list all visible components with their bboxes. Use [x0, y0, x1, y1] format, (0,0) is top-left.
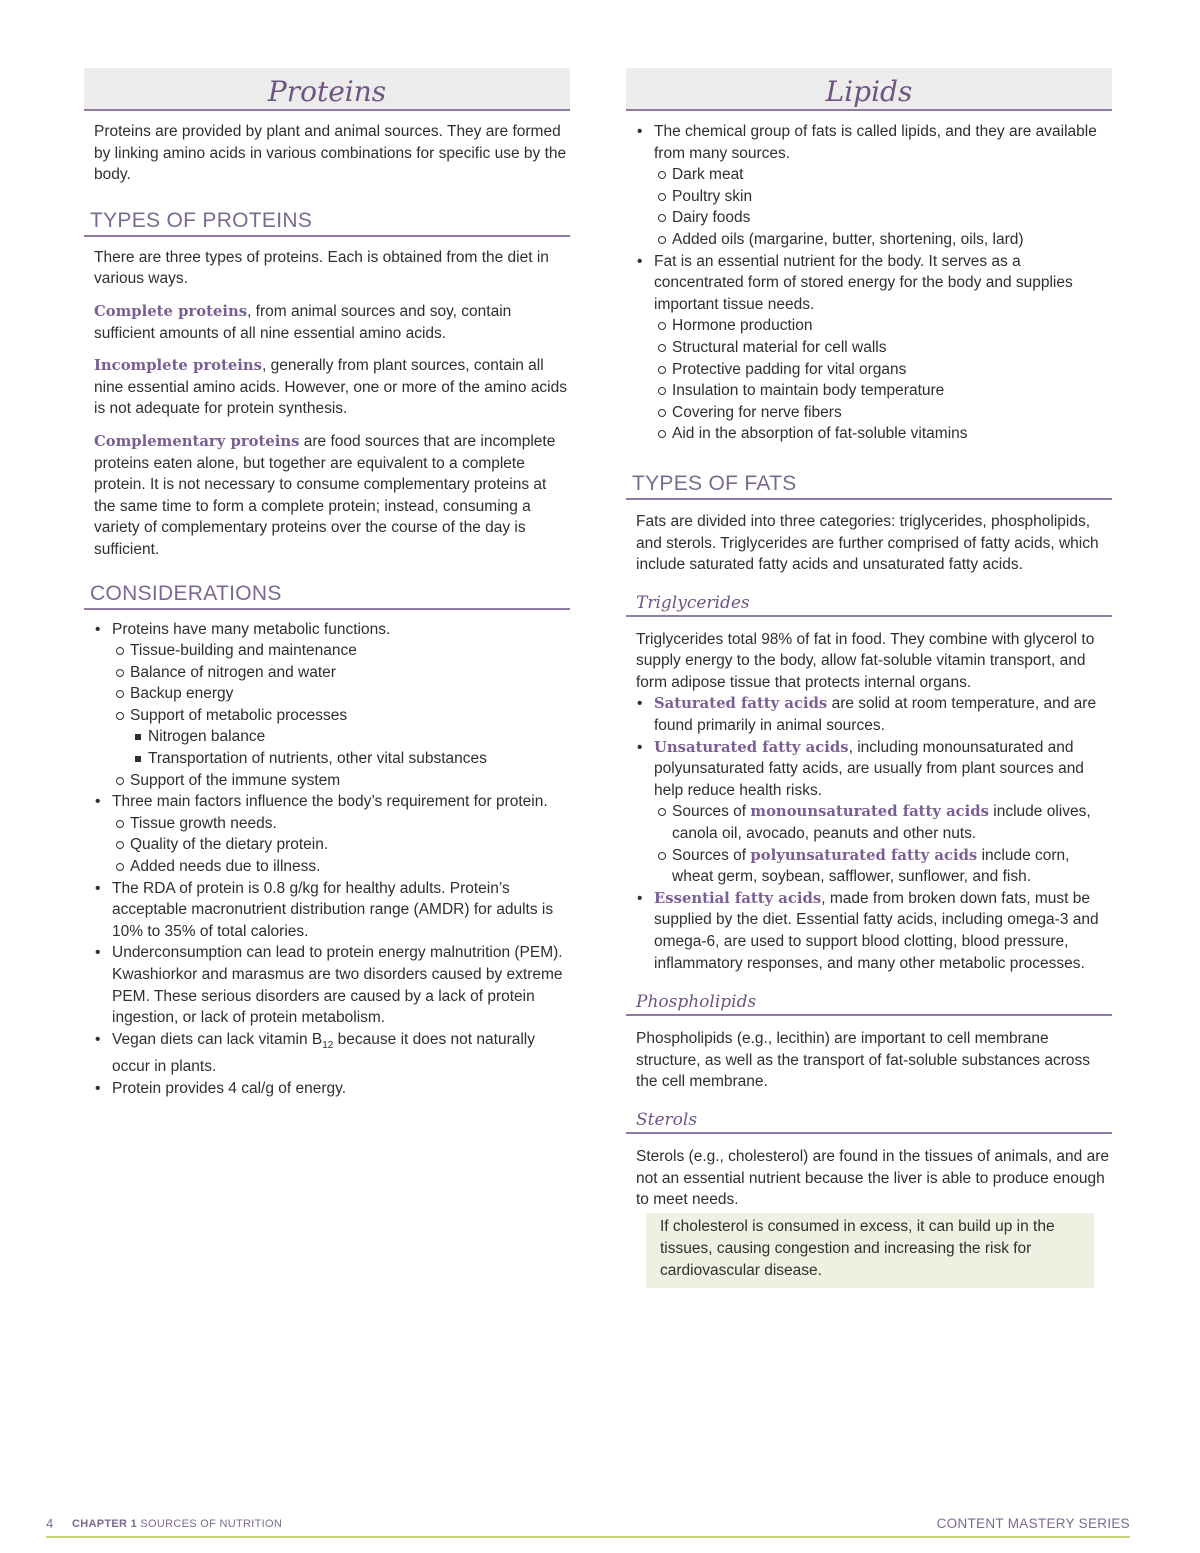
- complementary-proteins-text: are food sources that are incomplete proteins eaten alone, but together are equivalent to a complete protein. It is not necessary to consume complementary proteins at the same time to form a complete protein; instead, consuming a variety of complementary proteins over the course of the day is sufficient.: [94, 432, 556, 558]
- list-item: • Protein provides 4 cal/g of energy.: [112, 1078, 570, 1100]
- list-item: • Saturated fatty acids are solid at room temperature, and are found primarily in animal sources.: [654, 693, 1112, 736]
- list-item: • The RDA of protein is 0.8 g/kg for healthy adults. Protein’s acceptable macronutrient distribution range (AMDR) for adults is 10% to 35% of total calories.: [112, 878, 570, 943]
- incomplete-proteins-paragraph: [84, 355, 570, 420]
- list-item: Tissue-building and maintenance: [130, 640, 570, 662]
- list-item: Covering for nerve fibers: [672, 402, 1112, 424]
- phospholipids-heading: Phospholipids: [626, 991, 1112, 1016]
- proteins-title: Proteins: [267, 75, 387, 108]
- sub-list: [654, 801, 1112, 887]
- list-item: Nitrogen balance: [148, 726, 570, 748]
- lipids-column: [626, 68, 1112, 1288]
- sub-list: [112, 640, 570, 791]
- types-of-fats-intro: Fats are divided into three categories: triglycerides, phospholipids, and sterols. Triglycerides are further comprised of fatty acids, which include saturated fatty acids and unsaturated fatty acids.: [636, 512, 1099, 574]
- list-item: Sources of polyunsaturated fatty acids include corn, wheat germ, soybean, safflower, sunflower, and fish.: [672, 845, 1112, 888]
- list-item: Sources of monounsaturated fatty acids include olives, canola oil, avocado, peanuts and other nuts.: [672, 801, 1112, 844]
- complete-proteins-text: , from animal sources and soy, contain sufficient amounts of all nine essential amino acids.: [94, 302, 512, 342]
- list-item: Balance of nitrogen and water: [130, 662, 570, 684]
- series-label: CONTENT MASTERY SERIES: [936, 1516, 1130, 1531]
- phospholipids-text: Phospholipids (e.g., lecithin) are important to cell membrane structure, as well as the transport of fat-soluble substances across the cell membrane.: [636, 1030, 1091, 1091]
- list-item: Transportation of nutrients, other vital substances: [148, 748, 570, 770]
- sub-list: [654, 164, 1112, 250]
- list-item: • Underconsumption can lead to protein energy malnutrition (PEM). Kwashiorkor and marasmus are two disorders caused by extreme PEM. These serious disorders are caused by a lack of protein ingestion, or lack of protein metabolism.: [112, 942, 570, 1028]
- list-item: Tissue growth needs.: [130, 813, 570, 835]
- list-item: • Proteins have many metabolic functions. Tissue-building and maintenance Balance of nitrogen and water Backup energy Support of metabolic processes Nitrogen balance Transportation of nutrients, other vital substances Support of the immune system: [112, 619, 570, 792]
- list-item: • The chemical group of fats is called lipids, and they are available from many sources. Dark meat Poultry skin Dairy foods Added oils (margarine, butter, shortening, oils, lard): [654, 121, 1112, 251]
- complete-proteins-term: Complete proteins: [94, 302, 248, 320]
- list-item: Dark meat: [672, 164, 1112, 186]
- lipids-list: [626, 121, 1112, 445]
- list-item: Support of metabolic processes Nitrogen balance Transportation of nutrients, other vital substances: [130, 705, 570, 770]
- list-item: Added needs due to illness.: [130, 856, 570, 878]
- list-item: Hormone production: [672, 315, 1112, 337]
- fatty-acids-list: [626, 693, 1112, 974]
- list-item: Protective padding for vital organs: [672, 359, 1112, 381]
- incomplete-proteins-text: , generally from plant sources, contain all nine essential amino acids. However, one or more of the amino acids is not adequate for protein synthesis.: [94, 357, 567, 418]
- sub-sub-list: [130, 726, 570, 769]
- types-of-proteins-intro: There are three types of proteins. Each is obtained from the diet in various ways.: [94, 248, 549, 288]
- list-item: Backup energy: [130, 683, 570, 705]
- list-item: Added oils (margarine, butter, shortening, oils, lard): [672, 229, 1112, 251]
- types-of-proteins-heading: TYPES OF PROTEINS: [84, 208, 570, 237]
- triglycerides-heading: Triglycerides: [626, 592, 1112, 617]
- chapter-label: CHAPTER 1 SOURCES OF NUTRITION: [72, 1518, 283, 1530]
- sterols-heading: Sterols: [626, 1109, 1112, 1134]
- list-item: • Fat is an essential nutrient for the body. It serves as a concentrated form of stored energy for the body and supplies important tissue needs. Hormone production Structural material for cell walls Protective padding for vital organs Insulation to maintain body temperature Covering for nerve fibers Aid in the absorption of fat-soluble vitamins: [654, 251, 1112, 445]
- triglycerides-text: Triglycerides total 98% of fat in food. They combine with glycerol to supply energy to the body, allow fat-soluble vitamin transport, and form adipose tissue that protects internal organs.: [636, 630, 1095, 691]
- incomplete-proteins-term: Incomplete proteins: [94, 357, 262, 375]
- lipids-title: Lipids: [825, 75, 913, 108]
- list-item: Dairy foods: [672, 207, 1112, 229]
- considerations-heading: CONSIDERATIONS: [84, 581, 570, 610]
- sterols-text: Sterols (e.g., cholesterol) are found in the tissues of animals, and are not an essential nutrient because the liver is able to produce enough to meet needs.: [636, 1147, 1109, 1209]
- complete-proteins-paragraph: [84, 301, 570, 344]
- complementary-proteins-paragraph: [84, 431, 570, 561]
- list-item: • Vegan diets can lack vitamin $B_{12}$ because it does not naturally occur in plants.: [112, 1029, 570, 1078]
- list-item: Quality of the dietary protein.: [130, 834, 570, 856]
- list-item: • Three main factors influence the body’s requirement for protein. Tissue growth needs. Quality of the dietary protein. Added needs due to illness.: [112, 791, 570, 877]
- complementary-proteins-term: Complementary proteins: [94, 432, 300, 450]
- sub-list: [654, 315, 1112, 445]
- cholesterol-note: If cholesterol is consumed in excess, it can build up in the tissues, causing congestion and increasing the risk for cardiovascular disease.: [646, 1213, 1094, 1288]
- lipids-banner: [626, 68, 1112, 111]
- proteins-column: [84, 68, 570, 1100]
- list-item: • Essential fatty acids, made from broken down fats, must be supplied by the diet. Essential fatty acids, including omega-3 and omega-6, are used to support blood clotting, blood pressure, inflammatory responses, and many other metabolic processes.: [654, 888, 1112, 974]
- list-item: Poultry skin: [672, 186, 1112, 208]
- types-of-fats-heading: TYPES OF FATS: [626, 471, 1112, 500]
- proteins-intro: Proteins are provided by plant and animal sources. They are formed by linking amino acids in various combinations for specific use by the body.: [94, 123, 567, 184]
- list-item: Support of the immune system: [130, 770, 570, 792]
- sub-list: [112, 813, 570, 878]
- list-item: Insulation to maintain body temperature: [672, 380, 1112, 402]
- list-item: • Unsaturated fatty acids, including monounsaturated and polyunsaturated fatty acids, are usually from plant sources and help reduce health risks. Sources of monounsaturated fatty acids include olives, canola oil, avocado, peanuts and other nuts. Sources of polyunsaturated fatty acids include corn, wheat germ, soybean, safflower, sunflower, and fish.: [654, 737, 1112, 888]
- page-number: 4: [46, 1516, 54, 1531]
- list-item: Aid in the absorption of fat-soluble vitamins: [672, 423, 1112, 445]
- page-footer: [46, 1514, 1130, 1538]
- list-item: Structural material for cell walls: [672, 337, 1112, 359]
- considerations-list: [84, 619, 570, 1100]
- proteins-banner: [84, 68, 570, 111]
